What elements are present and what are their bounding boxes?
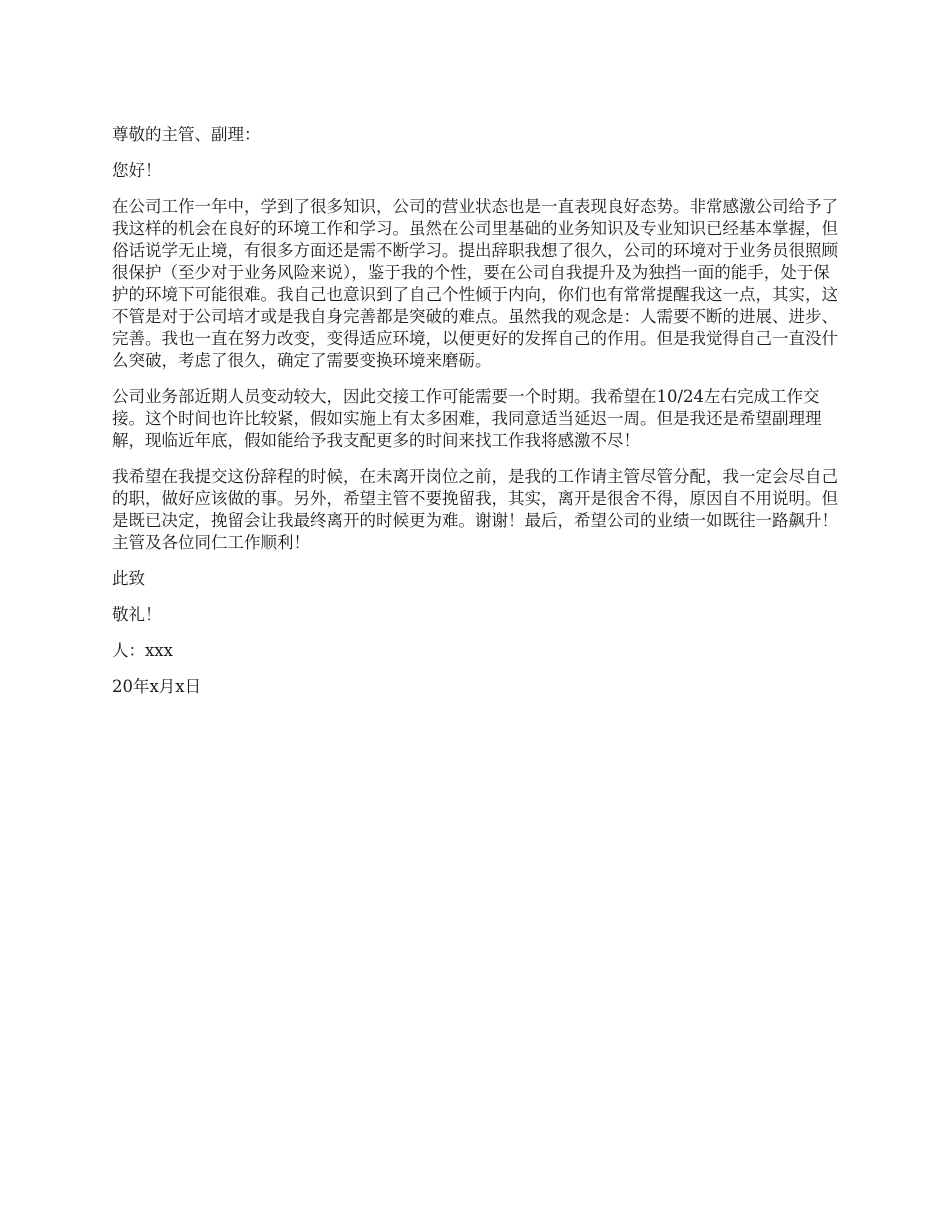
letter-date: 20年x月x日 [112,677,202,696]
letter-closing: 此致 [112,569,145,588]
letter-paragraph: 在公司工作一年中，学到了很多知识，公司的营业状态也是一直表现良好态势。非常感激公司给予了我这样的机会在良好的环境工作和学习。虽然在公司里基础的业务知识及专业知识已经基本掌握，但俗话说学无止境，有很多方面还是需不断学习。提出辞职我想了很久，公司的环境对于业务员很照顾很保护（至少对于业务风险来说），鉴于我的个性，要在公司自我提升及为独挡一面的能手，处于保护的环境下可能很难。我自己也意识到了自己个性倾于内向，你们也有常常提醒我这一点，其实，这不管是对于公司培才或是我自身完善都是突破的难点。虽然我的观念是：人需要不断的进展、进步、完善。我也一直在努力改变，变得适应环境，以便更好的发挥自己的作用。但是我觉得自己一直没什么突破，考虑了很久，确定了需要变换环境来磨砺。 [112,197,838,370]
letter-greeting: 您好！ [112,161,162,180]
letter-signature: 人：xxx [112,641,173,660]
letter-paragraph: 我希望在我提交这份辞程的时候，在未离开岗位之前，是我的工作请主管尽管分配，我一定会尽自己的职，做好应该做的事。另外，希望主管不要挽留我，其实，离开是很舍不得，原因自不用说明。但是既已决定，挽留会让我最终离开的时候更为难。谢谢！最后，希望公司的业绩一如既往一路飙升！主管及各位同仁工作顺利！ [112,467,838,552]
letter-paragraph: 公司业务部近期人员变动较大，因此交接工作可能需要一个时期。我希望在10/24左右完成工作交接。这个时间也许比较紧，假如实施上有太多困难，我同意适当延迟一周。但是我还是希望副理理解，现临近年底，假如能给予我支配更多的时间来找工作我将感激不尽！ [112,387,822,450]
letter-salutation: 尊敬的主管、副理： [112,125,261,144]
letter-regards: 敬礼！ [112,605,162,624]
letter-body [112,124,840,712]
